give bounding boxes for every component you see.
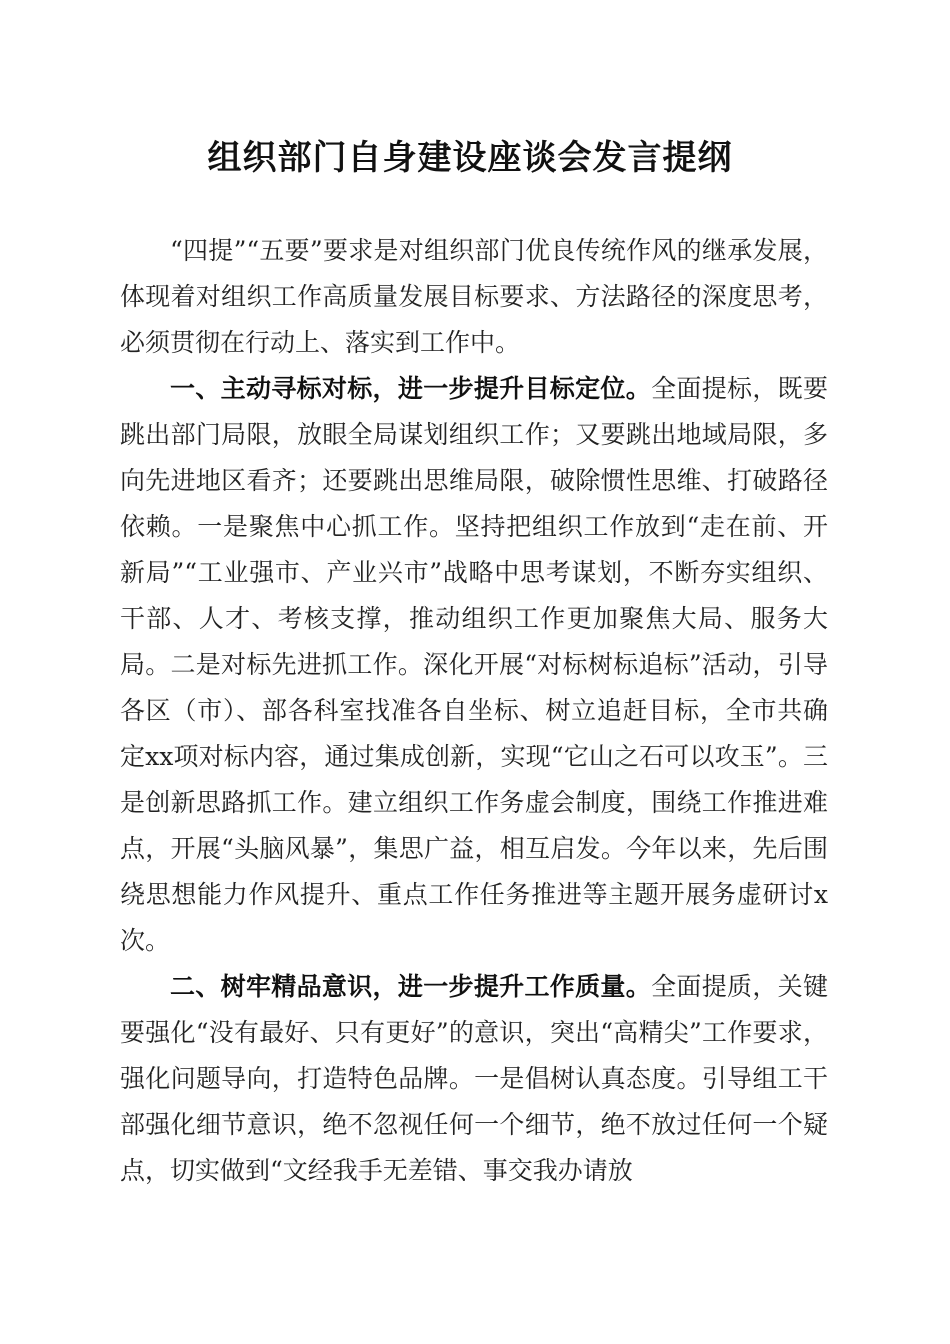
intro-paragraph: “四提”“五要”要求是对组织部门优良传统作风的继承发展，体现着对组织工作高质量发展目标要求、方法路径的深度思考，必须贯彻在行动上、落实到工作中。 [120,236,828,357]
section-text-2: 全面提质，关键要强化“没有最好、只有更好”的意识，突出“高精尖”工作要求，强化问题导向，打造特色品牌。一是倡树认真态度。引导组工干部强化细节意识，绝不忽视任何一个细节，绝不放过任何一个疑点，切实做到“文经我手无差错、事交我办请放 [120,972,828,1185]
section-heading-1: 一、主动寻标对标，进一步提升目标定位。 [170,374,652,403]
section-paragraph-2 [120,964,828,1194]
section-heading-2: 二、树牢精品意识，进一步提升工作质量。 [170,972,652,1001]
document-title: 组织部门自身建设座谈会发言提纲 [207,138,733,178]
section-text-1: 全面提标，既要跳出部门局限，放眼全局谋划组织工作；又要跳出地域局限，多向先进地区看齐；还要跳出思维局限，破除惯性思维、打破路径依赖。一是聚焦中心抓工作。坚持把组织工作放到“走在前、开新局”“工业强市、产业兴市”战略中思考谋划，不断夯实组织、干部、人才、考核支撑，推动组织工作更加聚焦大局、服务大局。二是对标先进抓工作。深化开展“对标树标追标”活动，引导各区（市）、部各科室找准各自坐标、树立追赶目标，全市共确定xx项对标内容，通过集成创新，实现“它山之石可以攻玉”。三是创新思路抓工作。建立组织工作务虚会制度，围绕工作推进难点，开展“头脑风暴”，集思广益，相互启发。今年以来，先后围绕思想能力作风提升、重点工作任务推进等主题开展务虚研讨x次。 [120,374,828,955]
section-paragraph-1 [120,366,828,964]
document-body [120,228,828,1194]
